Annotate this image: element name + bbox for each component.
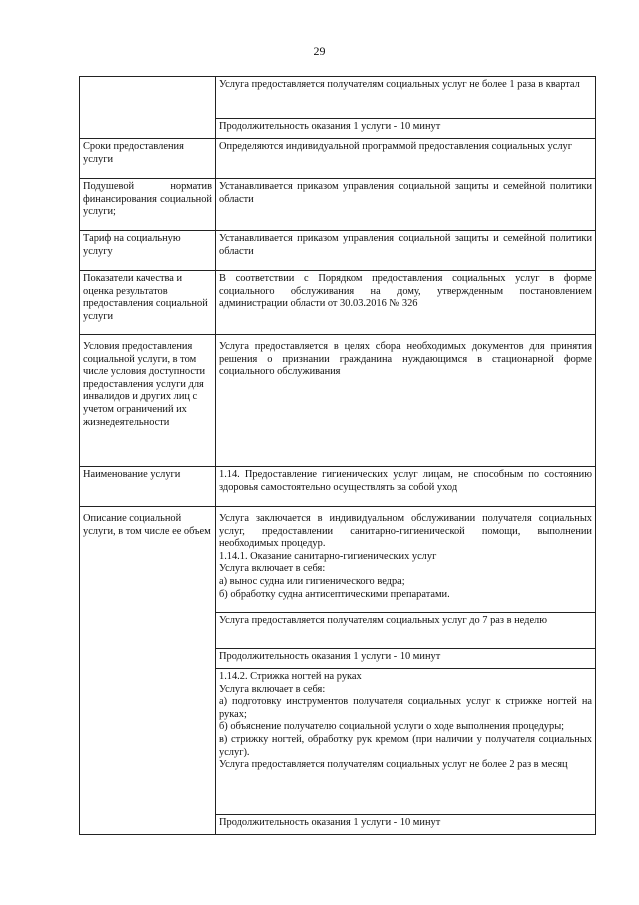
- row-value: В соответствии с Порядком предоставления социальных услуг в форме социального обслуживания на дому, утвержденным постановлением администрации области от 30.03.2016 № 326: [216, 271, 596, 335]
- table-row: [80, 507, 596, 613]
- row-label: Сроки предоставления услуги: [80, 139, 216, 179]
- row-value: Услуга предоставляется в целях сбора необходимых документов для принятия решения о признании гражданина нуждающимся в стационарной форме социального обслуживания: [216, 335, 596, 467]
- table-row: [80, 77, 596, 119]
- row-label: Условия предоставления социальной услуги, в том числе условия доступности предоставления услуги для инвалидов и других лиц с учетом ограничений их жизнедеятельности: [80, 335, 216, 467]
- row-value: Определяются индивидуальной программой предоставления социальных услуг: [216, 139, 596, 179]
- subsection-title: 1.14.1. Оказание санитарно-гигиенических услуг: [219, 550, 437, 562]
- row-label: Наименование услуги: [80, 467, 216, 507]
- includes-label: Услуга включает в себя:: [219, 683, 326, 695]
- row-label: Тариф на социальную услугу: [80, 231, 216, 271]
- table-row: [80, 179, 596, 231]
- row-label: [80, 77, 216, 139]
- row-value: Устанавливается приказом управления социальной защиты и семейной политики области: [216, 231, 596, 271]
- subsection-title: 1.14.2. Стрижка ногтей на руках: [219, 671, 362, 682]
- row-label: Подушевой норматив финансирования социальной услуги;: [80, 179, 216, 231]
- table-row: [80, 335, 596, 467]
- list-item: а) подготовку инструментов получателя социальных услуг к стрижке ногтей на руках;: [219, 696, 592, 720]
- row-value: Устанавливается приказом управления социальной защиты и семейной политики области: [216, 179, 596, 231]
- list-item: б) обработку судна антисептическими препаратами.: [219, 588, 450, 600]
- duration-cell: Продолжительность оказания 1 услуги - 10 минут: [216, 119, 596, 139]
- frequency-cell: Услуга предоставляется получателям социальных услуг не более 1 раза в квартал: [216, 77, 596, 119]
- includes-label: Услуга включает в себя:: [219, 563, 326, 575]
- table-row: [80, 467, 596, 507]
- list-item: а) вынос судна или гигиенического ведра;: [219, 575, 405, 587]
- description-block-2: [216, 669, 596, 815]
- duration-cell: Продолжительность оказания 1 услуги - 10 минут: [216, 649, 596, 669]
- row-label: Показатели качества и оценка результатов предоставления социальной услуги: [80, 271, 216, 335]
- description-intro: Услуга заключается в индивидуальном обслуживании получателя социальных услуг, предоставлении санитарно-гигиенической помощи, выполнении необходимых процедур.: [219, 513, 592, 550]
- list-item: б) объяснение получателю социальной услуги о ходе выполнения процедуры;: [219, 721, 565, 733]
- list-item: в) стрижку ногтей, обработку рук кремом (при наличии у получателя социальных услуг).: [219, 733, 592, 758]
- frequency-text: Услуга предоставляется получателям социальных услуг не более 2 раз в месяц: [219, 759, 568, 771]
- table-row: [80, 271, 596, 335]
- table-row: [80, 139, 596, 179]
- frequency-cell: Услуга предоставляется получателям социальных услуг до 7 раз в неделю: [216, 613, 596, 649]
- service-name: 1.14. Предоставление гигиенических услуг лицам, не способным по состоянию здоровья самостоятельно осуществлять за собой уход: [216, 467, 596, 507]
- table-row: [80, 231, 596, 271]
- duration-cell: Продолжительность оказания 1 услуги - 10 минут: [216, 815, 596, 835]
- services-table: [79, 76, 596, 835]
- page-number: 29: [313, 44, 326, 58]
- row-label: Описание социальной услуги, в том числе ее объем: [80, 507, 216, 835]
- description-block-1: [216, 507, 596, 613]
